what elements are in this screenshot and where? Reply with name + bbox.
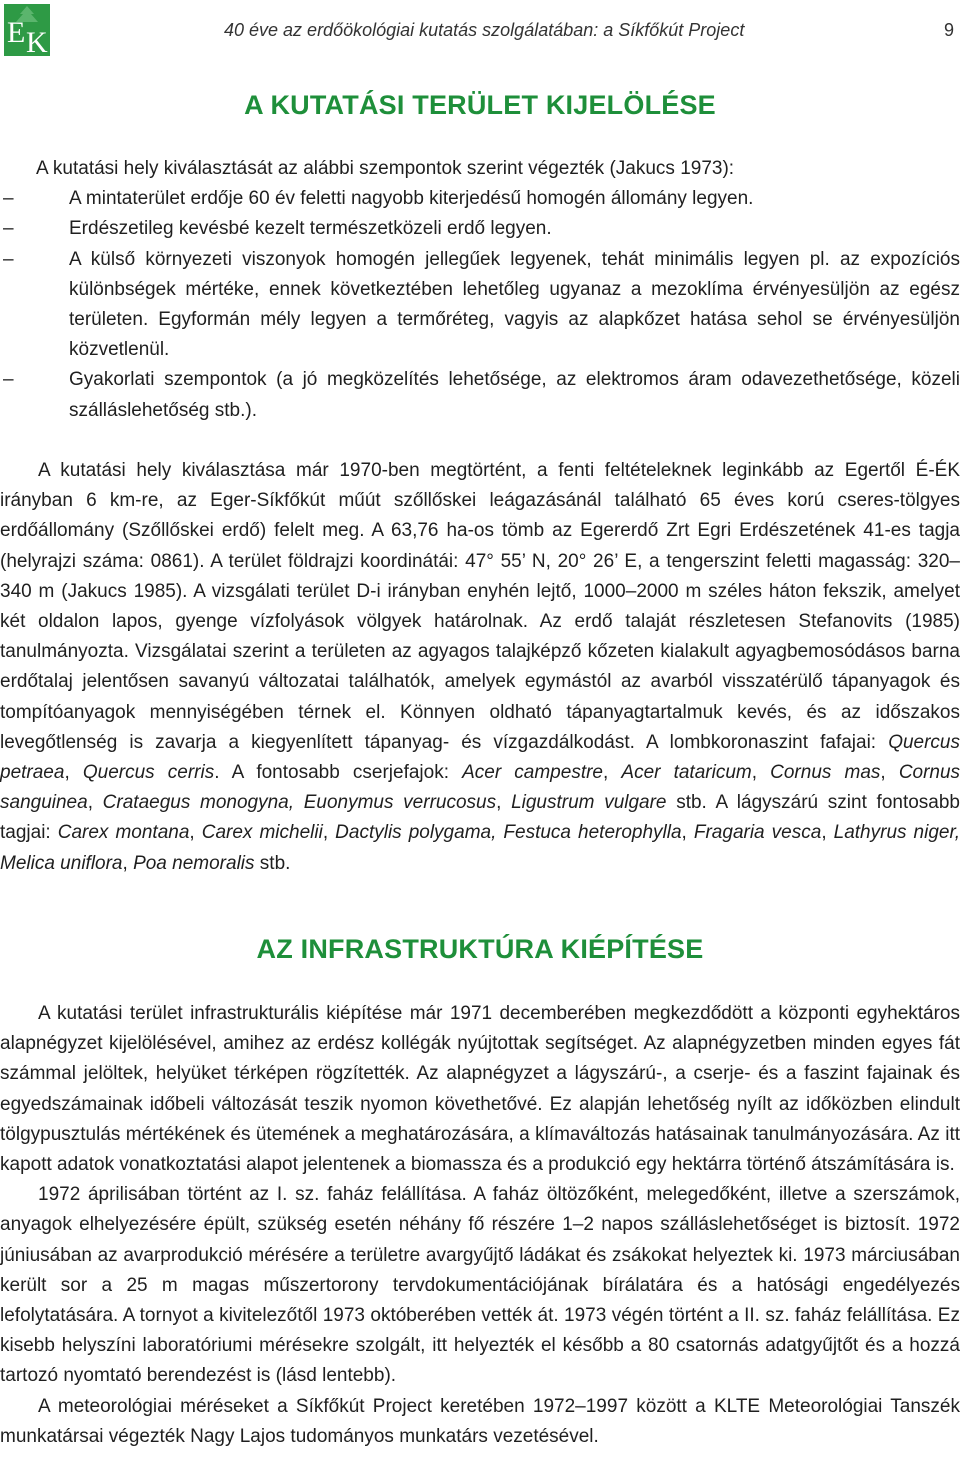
separator: ,	[821, 822, 834, 844]
criterion-text: Gyakorlati szempontok (a jó megközelítés lehetősége, az elektromos áram odavezethetősége, közeli szálláslehetőség stb.).	[69, 369, 960, 421]
dash-bullet: –	[3, 218, 14, 240]
species-name: Cornus sanguinea	[0, 762, 960, 814]
list-item	[0, 184, 960, 214]
list-item	[0, 245, 960, 366]
intro-paragraph: A kutatási hely kiválasztását az alábbi szempontok szerint végezték (Jakucs 1973):	[36, 158, 735, 179]
species-name: Acer tataricum	[621, 762, 752, 784]
separator: ,	[603, 762, 622, 784]
separator: ,	[122, 852, 134, 874]
site-description-paragraph	[0, 456, 960, 879]
species-name: Carex montana	[57, 822, 190, 844]
infrastructure-paragraph: 1972 áprilisában történt az I. sz. faház felállítása. A faház öltözőként, melegedőként, illetve a szerszámok, anyagok elhelyezésére épült, szükség esetén néhány fő részére 1–2 napos szálláslehetőséget is biztosít. 1972 júniusában az avarprodukció mérésére a területre avargyűjtő ládákat és zsákokat helyeztek ki. 1973 márciusában került sor a 25 m magas műszertorony tervdokumentációjának bírálatára és a hatósági engedélyezés lefolytatására. A tornyot a kivitelezőtől 1973 októberében vették át. 1973 végén történt a II. sz. faház felállítása. Ez kisebb helyszíni laboratóriumi mérésekre szolgált, itt helyezték el később a 80 csatornás adatgyűjtőt és a hozzá tartozó nyomtató berendezést is (lásd lentebb).	[0, 1184, 960, 1387]
section1-body	[0, 154, 960, 426]
separator: ,	[751, 762, 771, 784]
svg-text:K: K	[26, 26, 48, 56]
separator: ,	[496, 792, 512, 814]
section-title-infrastruktura: AZ INFRASTRUKTÚRA KIÉPÍTÉSE	[256, 934, 704, 964]
species-name: Quercus cerris	[82, 762, 215, 784]
species-name: Crataegus monogyna, Euonymus verrucosus	[102, 792, 497, 814]
separator: ,	[64, 762, 83, 784]
separator: ,	[681, 822, 694, 844]
dash-bullet: –	[3, 188, 14, 210]
page-number: 9	[943, 20, 954, 40]
species-name: Cornus mas	[770, 762, 881, 784]
species-name: Fragaria vesca	[693, 822, 822, 844]
section2-body	[0, 999, 960, 1452]
section1-paragraph-block	[0, 456, 960, 879]
species-name: Lathyrus niger, Melica uniflora	[0, 822, 960, 874]
separator: ,	[87, 792, 103, 814]
list-item	[0, 365, 960, 425]
page-header	[0, 0, 960, 64]
separator: ,	[880, 762, 899, 784]
svg-text:E: E	[7, 16, 26, 49]
dash-bullet: –	[3, 248, 14, 270]
infrastructure-paragraph: A meteorológiai méréseket a Síkfőkút Project keretében 1972–1997 között a KLTE Meteorológiai Tanszék munkatársai végezték Nagy Lajos tudományos munkatárs vezetésével.	[0, 1395, 960, 1447]
species-name: Poa nemoralis	[133, 852, 255, 874]
species-name: Ligustrum vulgare	[511, 792, 667, 814]
dash-bullet: –	[3, 369, 14, 391]
species-name: Carex michelii	[201, 822, 323, 844]
separator: ,	[322, 822, 336, 844]
paragraph-text: A kutatási hely kiválasztása már 1970-ben megtörtént, a fenti feltételeknek leginkább az Egertől É-ÉK irányban 6 km-re, az Eger-Síkfőkút műút szőllőskei leágazásánál található 65 éves korú cseres-tölgyes erdőállomány (Szőllőskei erdő) felelt meg. A 63,76 ha-os tömb az Egererdő Zrt Egri Erdészetének 41-es tagja (helyrajzi száma: 0861). A terület földrajzi koordinátái: 47° 55’ N, 20° 26’ E, a tengerszint feletti magasság: 320–340 m (Jakucs 1985). A vizsgálati terület D-i irányban enyhén lejtő, 1000–2000 m széles háton fekszik, amelyet két oldalon lapos, gyenge vízfolyások völgyek határolnak. Az erdő talaját részletesen Stefanovits (1985) tanulmányozta. Vizsgálatai szerint a területen az agyagos talajképző kőzeten kialakult agyagbemosódásos barna erdőtalaj jelentősen savanyú változatai találhatók, amelyek egymástól az avarból visszatérülő tápanyagok és tompítóanyagok mennyiségében térnek el. Könnyen oldható tápanyagtartalmuk kevés, és az időszakos levegőtlenség is zavarja a kiegyenlített tápanyag- és vízgazdálkodást. A lombkoronaszint fafajai:	[0, 460, 960, 753]
paragraph-text: . A fontosabb cserjefajok:	[214, 762, 463, 784]
list-item	[0, 214, 960, 244]
species-name: Dactylis polygama, Festuca heterophylla	[335, 822, 682, 844]
paragraph-text: stb.	[254, 852, 291, 874]
criterion-text: Erdészetileg kevésbé kezelt természetközeli erdő legyen.	[69, 218, 552, 240]
criterion-text: A külső környezeti viszonyok homogén jellegűek legyenek, tehát minimális legyen pl. az expozíciós különbségek mértéke, ennek következtében lehetőleg ugyanaz a mezoklíma érvényesüljön az egész területen. Egyformán mély legyen a termőréteg, vagyis az alapkőzet hatása sehol se érvényesüljön közvetlenül.	[69, 248, 960, 361]
paragraph-text: stb. A lágyszárú szint fontosabb tagjai:	[0, 792, 960, 844]
section-title-kutatasi-terulet: A KUTATÁSI TERÜLET KIJELÖLÉSE	[244, 90, 716, 120]
infrastructure-paragraph: A kutatási terület infrastrukturális kiépítése már 1971 decemberében megkezdődött a központi egyhektáros alapnégyzet kijelölésével, amihez az erdész kollégák nyújtottak segítséget. Az alapnégyzetben minden egyes fát számmal jelöltek, helyüket térképen rögzítették. Az alapnégyzet a lágyszárú-, a cserje- és a faszint fajainak és egyedszámainak időbeli változását teszik nyomon követhetővé. Ez alapján lehetőség nyílt az időközben elindult tölgypusztulás mértékének és ütemének a meghatározására, a klímaváltozás hatásainak tanulmányozására. Az itt kapott adatok vonatkoztatási alapot jelentenek a biomassza és a produkció egy hektárra történő átszámítására is.	[0, 1003, 960, 1176]
species-name: Acer campestre	[462, 762, 603, 784]
species-name: Quercus petraea	[0, 731, 960, 784]
ek-logo-icon	[4, 4, 50, 56]
separator: ,	[189, 822, 202, 844]
running-head: 40 éve az erdőökológiai kutatás szolgálatában: a Síkfőkút Project	[224, 20, 745, 40]
criterion-text: A mintaterület erdője 60 év feletti nagyobb kiterjedésű homogén állomány legyen.	[69, 188, 754, 210]
